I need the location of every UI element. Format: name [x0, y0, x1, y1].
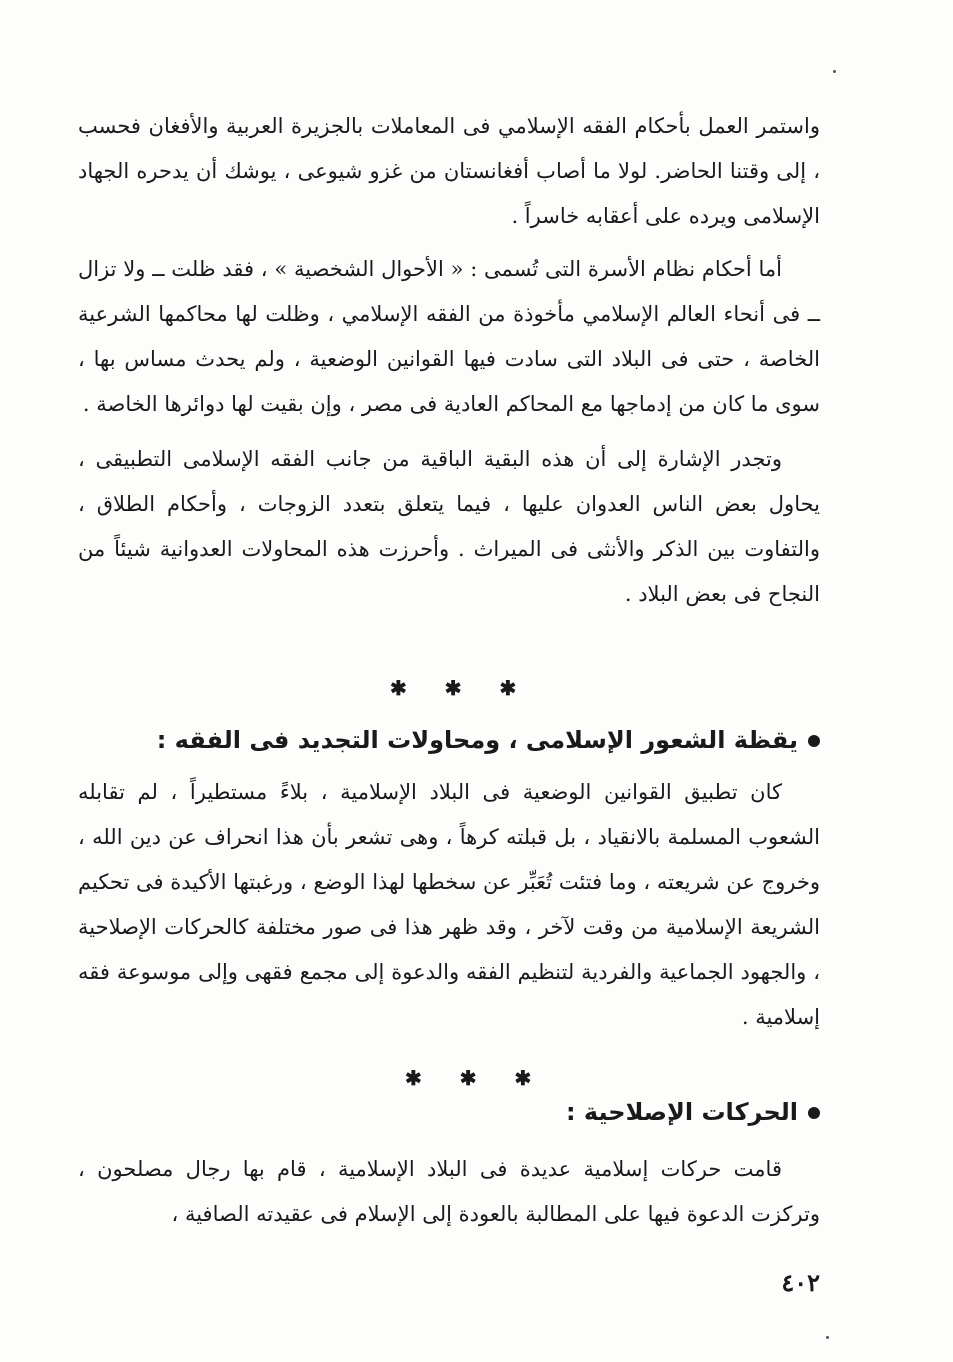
separator-stars — [405, 1066, 531, 1090]
star: ✱ — [514, 1066, 532, 1090]
page-number: ٤٠٢ — [781, 1268, 820, 1297]
star: ✱ — [459, 1066, 477, 1090]
bullet-icon — [808, 1107, 820, 1119]
star: ✱ — [390, 676, 407, 700]
opening-text — [78, 104, 820, 617]
paragraph-attacks: وتجدر الإشارة إلى أن هذه البقية الباقية من جانب الفقه الإسلامى التطبيقى ، يحاول بعض الناس العدوان عليها ، فيما يتعلق بتعدد الزوجات ، وأحكام الطلاق ، والتفاوت بين الذكر والأنثى فى الميراث . وأحرزت هذه المحاولات العدوانية شيئاً من النجاح فى بعض البلاد . — [78, 447, 820, 606]
star: ✱ — [444, 676, 462, 700]
section-heading-reform — [566, 1098, 820, 1126]
star: ✱ — [405, 1066, 422, 1090]
paragraph-awakening: كان تطبيق القوانين الوضعية فى البلاد الإسلامية ، بلاءً مستطيراً ، لم تقابله الشعوب المسلمة بالانقياد ، بل قبلته كرهاً ، وهى تشعر بأن هذا انحراف عن دين الله ، وخروج عن شريعته ، وما فتئت تُعَبِّر عن سخطها لهذا الوضع ، ورغبتها الأكيدة فى تحكيم الشريعة الإسلامية من وقت لآخر ، وقد ظهر هذا فى صور مختلفة كالحركات الإصلاحية ، والجهود الجماعية والفردية لتنظيم الفقه والدعوة إلى مجمع فقهى وإلى موسوعة فقه إسلامية . — [78, 780, 820, 1029]
page-speck — [826, 1336, 829, 1339]
paragraph-family-law: أما أحكام نظام الأسرة التى تُسمى : « الأحوال الشخصية » ، فقد ظلت ــ ولا تزال ــ فى أنحاء العالم الإسلامي مأخوذة من الفقه الإسلامي ، وظلت لها محاكمها الشرعية الخاصة ، حتى فى البلاد التى سادت فيها القوانين الوضعية ، ولم يحدث مساس بها ، سوى ما كان من إدماجها مع المحاكم العادية فى مصر ، وإن بقيت لها دوائرها الخاصة . — [78, 257, 820, 416]
heading-text: الحركات الإصلاحية : — [565, 1098, 798, 1126]
section-awakening-text — [78, 770, 820, 1040]
heading-text: يقظة الشعور الإسلامى ، ومحاولات التجديد فى الفقه : — [156, 726, 798, 754]
separator-stars — [390, 676, 516, 700]
section-reform-text — [78, 1147, 820, 1237]
bullet-icon — [808, 735, 820, 747]
star: ✱ — [499, 676, 517, 700]
section-heading-awakening — [157, 726, 820, 754]
page-speck — [833, 70, 836, 73]
paragraph-reform: قامت حركات إسلامية عديدة فى البلاد الإسلامية ، قام بها رجال مصلحون ، وتركزت الدعوة فيها على المطالبة بالعودة إلى الإسلام فى عقيدته الصافية ، — [78, 1157, 820, 1226]
paragraph-afghan: واستمر العمل بأحكام الفقه الإسلامي فى المعاملات بالجزيرة العربية والأفغان فحسب ، إلى وقتنا الحاضر. لولا ما أصاب أفغانستان من غزو شيوعى ، يوشك أن يدحره الجهاد الإسلامى ويرده على أعقابه خاسراً . — [78, 114, 820, 228]
